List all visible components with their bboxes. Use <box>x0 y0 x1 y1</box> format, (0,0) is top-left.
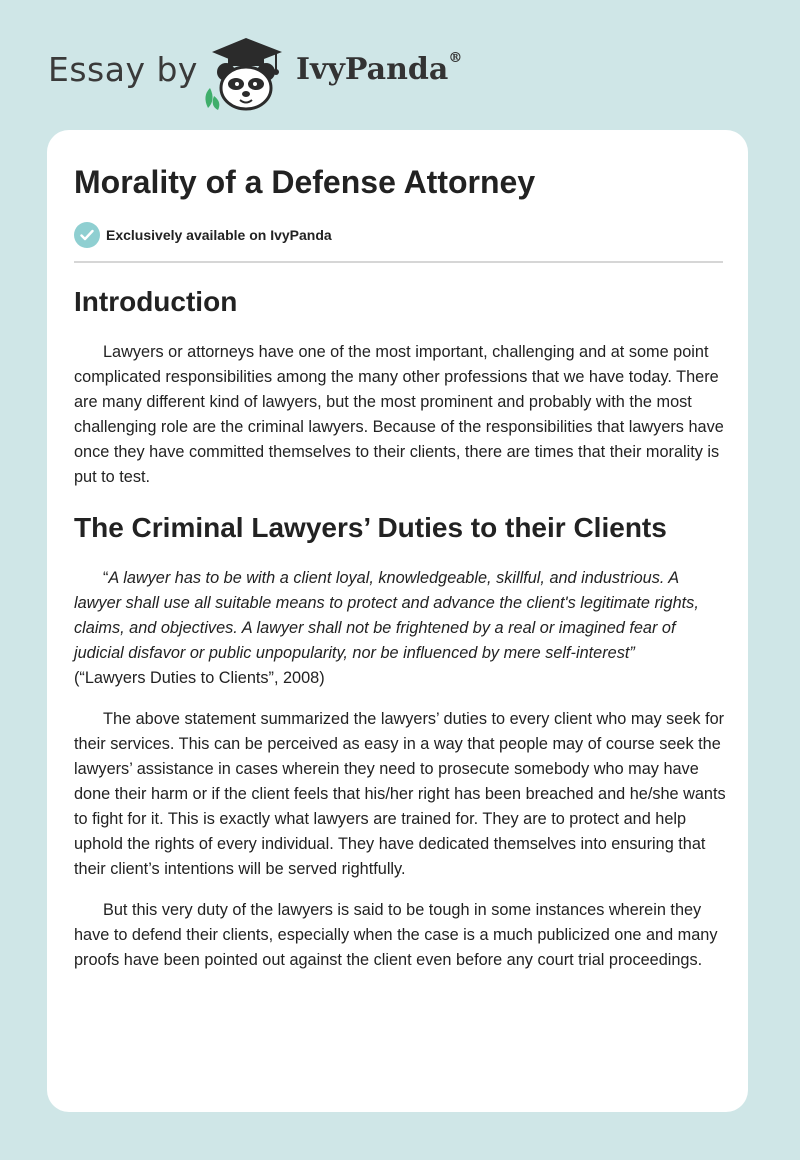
quote-text: A lawyer has to be with a client loyal, knowledgeable, skillful, and industrious. A lawyer shall use all suitable means to protect and advance the client's legitimate rights, claims, and objectives. A lawyer shall not be frightened by a real or imagined fear of judicial disfavor or public unpopularity, nor be influenced by mere self-interest” <box>74 569 699 662</box>
check-icon <box>74 222 100 248</box>
paragraph: The above statement summarized the lawyers’ duties to every client who may seek for their services. This can be perceived as easy in a way that people may of course seek the lawyers’ assistance in cases wherein they need to prosecute somebody who may have done their harm or if the client feels that his/her right has been breached and he/she wants to fight for it. This is exactly what lawyers are trained for. They are to protect and help uphold the rights of every individual. They have dedicated themselves into ensuring that their client’s intentions will be served rightfully. <box>74 710 726 878</box>
section-heading-duties: The Criminal Lawyers’ Duties to their Clients <box>74 512 667 543</box>
section-heading-introduction: Introduction <box>74 286 238 317</box>
quote-open-mark: “ <box>103 569 109 587</box>
site-header <box>0 0 800 130</box>
essay-by-label: Essay by <box>48 50 198 89</box>
exclusive-badge <box>74 222 332 248</box>
exclusive-label: Exclusively available on IvyPanda <box>106 227 332 243</box>
paragraph: Lawyers or attorneys have one of the most important, challenging and at some point complicated responsibilities among the many other professions that we have today. There are many different kind of lawyers, but the most prominent and probably with the most challenging role are the criminal lawyers. Because of the responsibilities that lawyers have once they have committed themselves to their clients, there are times that their morality is put to test. <box>74 343 724 486</box>
divider <box>74 261 723 263</box>
panda-logo-icon <box>200 36 292 112</box>
registered-mark: ® <box>448 50 463 66</box>
article-card <box>47 130 748 1112</box>
brand-label: IvyPanda <box>296 52 449 87</box>
quote-citation: (“Lawyers Duties to Clients”, 2008) <box>74 669 325 687</box>
quote-paragraph <box>74 566 726 691</box>
page-title: Morality of a Defense Attorney <box>74 164 536 200</box>
brand-name[interactable] <box>296 52 462 87</box>
article-body <box>74 280 726 973</box>
paragraph: But this very duty of the lawyers is said to be tough in some instances wherein they have to defend their clients, especially when the case is a much publicized one and many proofs have been pointed out against the client even before any court trial proceedings. <box>74 901 718 969</box>
